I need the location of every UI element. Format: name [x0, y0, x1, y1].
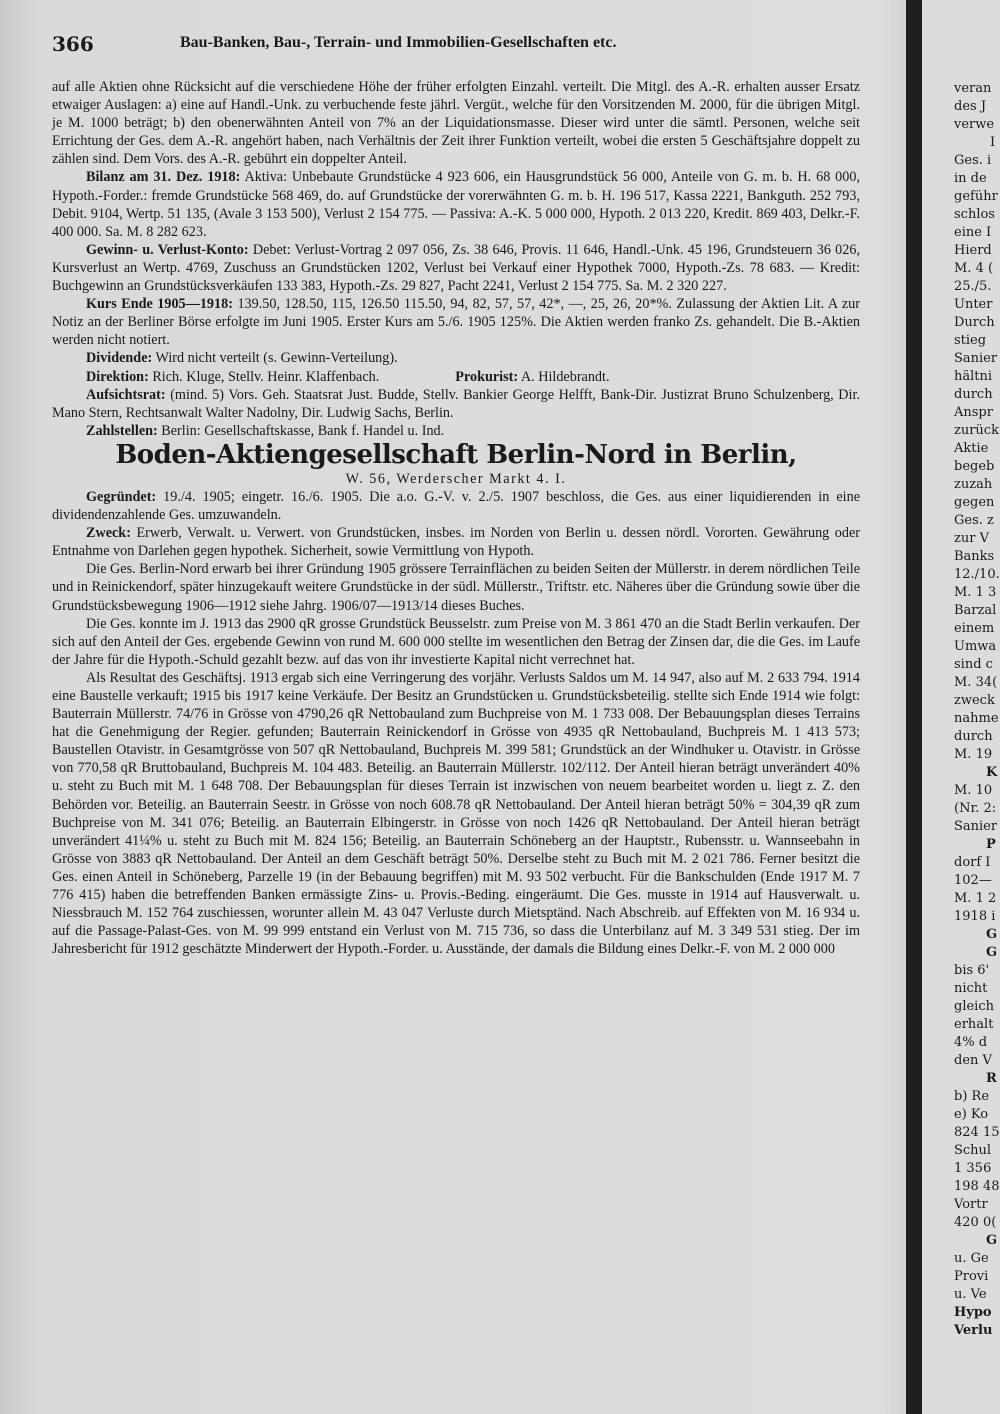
fragment-line: Umwa [954, 639, 997, 654]
fragment-line: b) Re [954, 1089, 990, 1104]
fragment-line: Unter [954, 297, 993, 312]
fragment-line: einem [954, 621, 995, 636]
fragment-line: veran [954, 81, 992, 96]
fragment-line: Anspr [954, 405, 993, 420]
fragment-line: M. 1 2 [954, 891, 997, 906]
kurs-paragraph [52, 295, 860, 349]
kurs-label: Kurs Ende 1905—1918: [86, 296, 233, 313]
fragment-line: 420 0( [954, 1215, 997, 1230]
history-paragraph-1: Die Ges. Berlin-Nord erwarb bei ihrer Gründung 1905 grössere Terrainflächen zu beiden Seiten der Müllerstr. in derem nördlichen Teile und in Reinickendorf, später hinzugekauft weitere Grundstücke in der südl. Müllerstr., Triftstr. etc. Näheres über die Gründung sowie über die Grundstücksbewegung 1906—1912 siehe Jahrg. 1906/07—1913/14 dieses Buches. [52, 561, 860, 614]
fragment-line: des J [954, 99, 987, 114]
aufsichtsrat-paragraph [52, 386, 860, 422]
history-paragraph-2: Die Ges. konnte im J. 1913 das 2900 qR grosse Grundstück Beusselstr. zum Preise von M. 3 861 470 an die Stadt Berlin verkaufen. Der sich auf den Anteil der Ges. ergebende Gewinn von rund M. 600 000 stellte im wesentlichen den Betrag der Zinsen dar, die die Ges. im Laufe der Jahre für die Hypoth.-Schuld gezahlt bezw. auf das von ihr investierte Kapital nicht verrechnet hat. [52, 615, 860, 668]
fragment-line: R [986, 1071, 997, 1086]
fragment-line: G [986, 945, 998, 960]
gegruendet-label: Gegründet: [86, 488, 157, 505]
fragment-line: Verlu [954, 1323, 993, 1338]
zweck-paragraph [52, 524, 860, 560]
facing-page-fragment [922, 0, 1000, 1414]
aufsichtsrat-label: Aufsichtsrat: [86, 386, 166, 403]
direktion-text: Rich. Kluge, Stellv. Heinr. Klaffenbach. [152, 368, 380, 385]
prokurist-label: Prokurist: [455, 368, 519, 385]
fragment-line: eine I [954, 225, 992, 240]
fragment-line: zweck [954, 693, 995, 708]
fragment-line: 1918 i [954, 909, 996, 924]
fragment-line: (Nr. 2: [954, 801, 997, 816]
fragment-line: Hierd [954, 243, 992, 258]
page-gutter [906, 0, 922, 1414]
fragment-line: bis 6' [954, 963, 990, 978]
fragment-line: stieg [954, 333, 987, 348]
bilanz-text: Aktiva: Unbebaute Grundstücke 4 923 606, ein Hausgrundstück 56 000, Anteile von G. m. b. H. 68 000, Hypoth.-Forder.: fremde Grundstücke 568 469, do. auf Grundstücke der vorerwähnten G. m. b. H. 196 517, Kassa 2221, Bankguth. 252 793, Debit. 9104, Wertp. 51 135, (Avale 3 153 500), Verlust 2 154 775. — Passiva: A.-K. 5 000 000, Hypoth. 2 013 220, Kredit. 869 403, Delkr.-F. 400 000. Sa. M. 8 282 623. [52, 169, 861, 240]
zahlstellen-label: Zahlstellen: [86, 422, 158, 439]
fragment-line: P [986, 837, 996, 852]
company-address: W. 56, Werderscher Markt 4. I. [345, 470, 567, 487]
zweck-label: Zweck: [86, 525, 131, 542]
fragment-line: K [986, 765, 998, 780]
gegruendet-text: 19./4. 1905; eingetr. 16./6. 1905. Die a.o. G.-V. v. 2./5. 1907 beschloss, die Ges. aus einer liquidierenden in eine dividendenzahlende Ges. umzuwandeln. [52, 488, 860, 524]
fragment-line: nicht [954, 981, 988, 996]
fragment-line: Provi [954, 1269, 989, 1284]
fragment-line: Barzal [954, 603, 997, 618]
fragment-line: 102— [954, 873, 992, 888]
fragment-line: G [986, 927, 998, 942]
fragment-line: 25./5. [954, 279, 992, 294]
fragment-line: M. 19 [954, 747, 993, 762]
fragment-line: sind c [954, 657, 993, 672]
kurs-text: 139.50, 128.50, 115, 126.50 115.50, 94, 82, 57, 57, 42*, —, 25, 26, 20*%. Zulassung der Aktien Lit. A zur Notiz an der Berliner Börse erfolgte im Juni 1905. Erster Kurs am 5./6. 1905 125%. Die Aktien werden franko Zs. gehandelt. Die B.-Aktien werden nicht notiert. [52, 296, 861, 349]
running-title: Bau-Banken, Bau-, Terrain- und Immobilien-Gesellschaften etc. [180, 34, 617, 51]
fragment-line: Aktie [954, 441, 989, 456]
prokurist-text: A. Hildebrandt. [520, 368, 610, 385]
fragment-line: 198 48 [954, 1179, 1000, 1194]
zweck-text: Erwerb, Verwalt. u. Verwert. von Grundstücken, insbes. im Norden von Berlin u. dessen nördl. Vororten. Gewährung oder Entnahme von Darlehen gegen hypothek. Sicherheit, sowie Vermittlung von Hypoth. [52, 525, 861, 560]
fragment-line: M. 4 ( [954, 261, 994, 276]
fragment-line: zurück [954, 423, 999, 438]
zahlstellen-paragraph [52, 422, 860, 440]
bilanz-label: Bilanz am 31. Dez. 1918: [86, 169, 241, 186]
gegruendet-paragraph [52, 488, 860, 524]
dividende-label: Dividende: [86, 350, 153, 367]
fragment-line: e) Ko [954, 1107, 989, 1122]
fragment-line: schlos [954, 207, 995, 222]
prev-entry-intro: auf alle Aktien ohne Rücksicht auf die verschiedene Höhe der früher erfolgten Einzahl. verteilt. Die Mitgl. des A.-R. erhalten ausser Ersatz etwaiger Auslagen: a) eine auf Handl.-Unk. zu verbuchende feste jährl. Vergüt., welche für den Vorsitzenden M. 2000, für die übrigen Mitgl. je M. 1000 beträgt; b) den obenerwähnten Anteil von 7% an der Liquidationsmasse. Dieser wird unter die sämtl. Personen, welche seit Errichtung der Ges. dem A.-R. angehört haben, nach Verhältnis der Zeit ihrer Funktion verteilt, wobei die ersten 5 Geschäftsjahre doppelt zu zählen sind. Dem Vors. des A.-R. gebührt ein doppelter Anteil. [52, 79, 860, 168]
dividende-paragraph [52, 349, 860, 367]
fragment-line: u. Ge [954, 1251, 989, 1266]
gewinn-label: Gewinn- u. Verlust-Konto: [86, 241, 249, 258]
fragment-line: M. 34( [954, 675, 998, 690]
fragment-line: G [986, 1233, 998, 1248]
fragment-line: begeb [954, 459, 995, 474]
fragment-line: gleich [954, 999, 994, 1014]
gewinn-paragraph [52, 241, 860, 295]
fragment-line: u. Ve [954, 1287, 987, 1302]
fragment-line: zuzah [954, 477, 993, 492]
fragment-line: 824 15 [954, 1125, 1000, 1140]
fragment-line: Durch [954, 315, 995, 330]
bilanz-paragraph [52, 168, 860, 240]
fragment-line: Vortr [954, 1197, 988, 1212]
fragment-line: I [990, 135, 996, 150]
fragment-line: verwe [954, 117, 995, 132]
fragment-line: Sanier [954, 819, 998, 834]
fragment-line: durch [954, 387, 993, 402]
direktion-paragraph [52, 368, 860, 386]
fragment-line: erhalt [954, 1017, 994, 1032]
fragment-line: Schul [954, 1143, 992, 1158]
fragment-line: Ges. i [954, 153, 992, 168]
history-paragraph-3: Als Resultat des Geschäftsj. 1913 ergab sich eine Verringerung des vorjähr. Verlusts Saldos um M. 14 947, also auf M. 2 633 794. 1914 eine Baustelle verkauft; 1915 bis 1917 keine Verkäufe. Der Besitz an Grundstücken u. Grundstücksbeteilig. stellte sich Ende 1914 wie folgt: Bauterrain Müllerstr. 74/76 in Grösse von 4790,26 qR Nettobauland zum Buchpreise von M. 1 733 008. Der Bebauungsplan dieses Terrains hat die Genehmigung der Regier. gefunden; Bauterrain Reinickendorf in Grösse von 4935 qR Nettobauland, Buchpreis M. 1 413 573; Baustellen Otavistr. in Gesamtgrösse von 507 qR Nettobauland, Buchpreis M. 399 581; Grundstück an der Windhuker u. Otavistr. in Grösse von 770,58 qR Bruttobauland, Buchpreis M. 104 483. Beteilig. an Bauterrain Müllerstr. 102/112. Der Anteil hieran beträgt unverändert 40% u. steht zu Buch mit M. 1 648 708. Der Bebauungsplan für dieses Terrain ist inzwischen von neuem bearbeitet worden u. liegt z. Z. den Behörden vor. Beteilig. an Bauterrain Seestr. in Grösse von noch 608.78 qR Nettobauland. Der Anteil hieran beträgt 50% = 304,39 qR zum Buchpreise von M. 341 076; Beteilig. an Bauterrain Elbingerstr. in Grösse von noch 1426 qR Nettobauland. Der Anteil hieran beträgt unverändert 41¼% u. steht zu Buch mit M. 824 156; Beteilig. an Bauterrain Schöneberg an der Hauptstr., Rubensstr. u. Wannseebahn in Grösse von 3883 qR Nettobauland. Der Anteil an dem Geschäft beträgt 50%. Derselbe steht zu Buch mit M. 2 021 786. Ferner besitzt die Ges. einen Anteil in Schöneberg, Parzelle 19 (in der Bebauung begriffen) mit M. 93 502 verbucht. Für die Bankschulden (Ende 1917 M. 7 776 415) haben die betreffenden Banken ermässigte Zins- u. Provis.-Beding. eingeräumt. Die Ges. musste in 1914 auf Hausverwalt. u. Niessbrauch M. 152 764 zuschiessen, worunter allein M. 43 047 Verluste durch Mietsptänd. Nach Abschreib. auf Effekten von M. 16 934 u. auf die Passage-Palast-Ges. von M. 99 999 entstand ein Verlust von M. 715 736, so dass die Unterbilanz auf M. 3 349 531 stieg. Der im Jahresbericht für 1912 geschätzte Minderwert der Hypoth.-Forder. u. Ausstände, der damals die Bildung eines Delkr.-F. von M. 2 000 000 [52, 669, 860, 958]
fragment-line: Hypo [954, 1305, 992, 1320]
fragment-line: hältni [954, 369, 993, 384]
gewinn-text: Debet: Verlust-Vortrag 2 097 056, Zs. 38 646, Provis. 11 646, Handl.-Unk. 45 196, Grundsteuern 36 026, Kursverlust an Wertp. 4769, Zuschuss an Grundstücken 1202, Verlust bei Verkauf einer Hypothek 7000, Hypoth.-Zs. 78 683. — Kredit: Buchgewinn an Grundstücksverkäufen 133 383, Hypoth.-Zs. 29 827, Pacht 2241, Verlust 2 154 775. Sa. M. 2 320 227. [52, 241, 861, 295]
fragment-line: dorf I [954, 855, 991, 870]
fragment-line: durch [954, 729, 993, 744]
fragment-line: den V [954, 1053, 992, 1068]
zahlstellen-text: Berlin: Gesellschaftskasse, Bank f. Handel u. Ind. [161, 422, 445, 439]
page-header [52, 32, 872, 60]
fragment-line: 4% d [954, 1035, 988, 1050]
page-number: 366 [52, 32, 94, 56]
main-column [52, 78, 860, 958]
fragment-line: M. 1 3 [954, 585, 997, 600]
fragment-line: geführ [954, 189, 998, 204]
fragment-line: M. 10 [954, 783, 993, 798]
fragment-line: Ges. z [954, 513, 994, 528]
fragment-line: gegen [954, 495, 995, 510]
fragment-line: 1 356 [954, 1161, 992, 1176]
dividende-text: Wird nicht verteilt (s. Gewinn-Verteilung). [155, 350, 398, 367]
fragment-line: zur V [954, 531, 989, 546]
fragment-line: nahme [954, 711, 999, 726]
fragment-line: Sanier [954, 351, 998, 366]
aufsichtsrat-text: (mind. 5) Vors. Geh. Staatsrat Just. Budde, Stellv. Bankier George Helfft, Bank-Dir. Justizrat Bruno Schulzenberg, Dir. Mano Stern, Rechtsanwalt Walter Nadolny, Dir. Ludwig Sachs, Berlin. [52, 386, 860, 421]
fragment-line: 12./10. [954, 567, 1000, 582]
company-name: Boden-Aktiengesellschaft Berlin-Nord in Berlin, [115, 439, 797, 470]
fragment-line: Banks [954, 549, 995, 564]
direktion-label: Direktion: [86, 368, 149, 385]
fragment-line: in de [954, 171, 987, 186]
